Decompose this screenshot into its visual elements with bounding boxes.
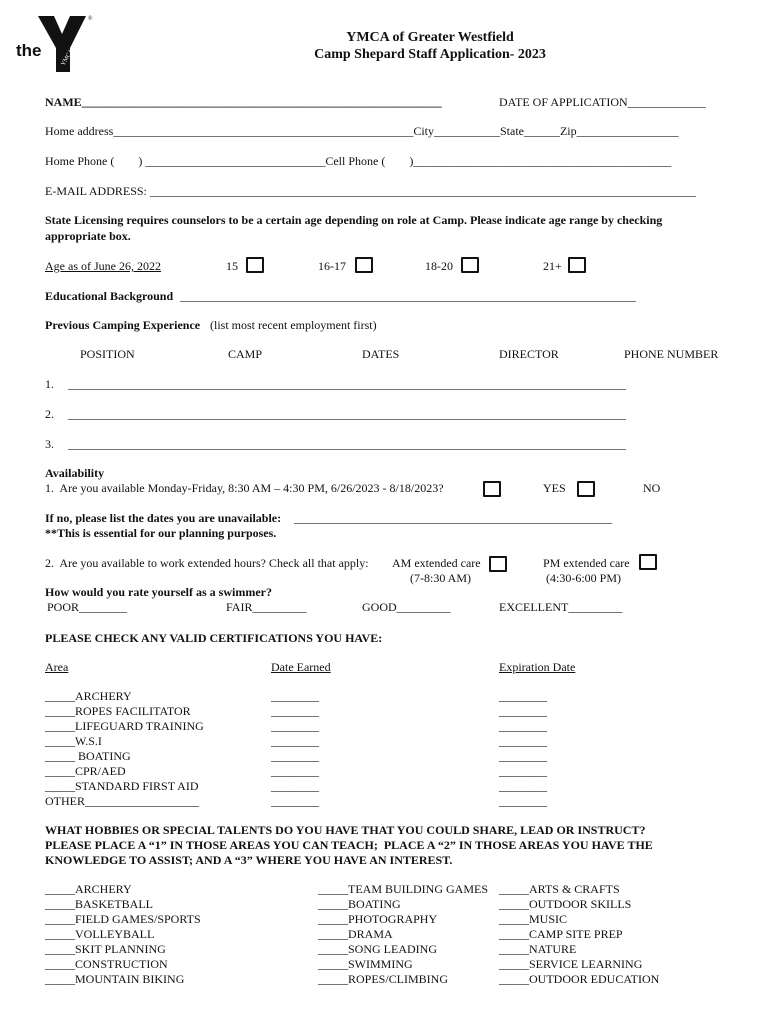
cert-cpr-aed[interactable]: _____CPR/AED <box>45 764 126 778</box>
age-option-16-17-label: 16-17 <box>318 259 346 273</box>
age-option-18-20-label: 18-20 <box>425 259 453 273</box>
expiration-date-field[interactable]: ________ <box>499 749 547 763</box>
unavailable-dates-field[interactable]: _____________________________________________________ <box>294 511 612 525</box>
age-15-checkbox[interactable] <box>246 257 264 273</box>
expiration-date-field[interactable]: ________ <box>499 719 547 733</box>
ymca-logo <box>14 12 94 76</box>
hobby-music[interactable]: _____MUSIC <box>499 912 568 926</box>
cert-boating[interactable]: _____ BOATING <box>45 749 131 763</box>
hobby-construction[interactable]: _____CONSTRUCTION <box>45 957 168 971</box>
date-earned-field[interactable]: ________ <box>271 689 319 703</box>
hobby-field-games[interactable]: _____FIELD GAMES/SPORTS <box>45 912 201 926</box>
pm-extended-care-label: PM extended care <box>543 556 630 570</box>
hobbies-text-2: PLEASE PLACE A “1” IN THOSE AREAS YOU CAN TEACH; PLACE A “2” IN THOSE AREAS YOU HAVE THE <box>45 838 653 852</box>
name-field[interactable]: NAME____________________________________________________________ <box>45 95 442 109</box>
hobby-photography[interactable]: _____PHOTOGRAPHY <box>318 912 438 926</box>
education-label: Educational Background <box>45 289 174 303</box>
swim-rating-fair[interactable]: FAIR_________ <box>226 600 307 614</box>
availability-title: Availability <box>45 466 105 480</box>
row-number-2: 2. <box>45 407 54 421</box>
row-number-1: 1. <box>45 377 54 391</box>
yes-checkbox[interactable] <box>577 481 595 497</box>
email-field[interactable]: E-MAIL ADDRESS: ___________________________________________________________________________________________ <box>45 184 696 198</box>
hobby-volleyball[interactable]: _____VOLLEYBALL <box>45 927 155 941</box>
hobby-basketball[interactable]: _____BASKETBALL <box>45 897 153 911</box>
logo-word: the <box>16 41 42 60</box>
education-field[interactable]: ____________________________________________________________________________ <box>180 289 636 303</box>
yes-label: YES <box>543 481 566 495</box>
hobby-arts-crafts[interactable]: _____ARTS & CRAFTS <box>499 882 620 896</box>
expiration-date-field[interactable]: ________ <box>499 779 547 793</box>
age-21-plus-checkbox[interactable] <box>568 257 586 273</box>
hobby-ropes-climbing[interactable]: _____ROPES/CLIMBING <box>318 972 449 986</box>
date-earned-field[interactable]: ________ <box>271 704 319 718</box>
col-phone-number: PHONE NUMBER <box>624 347 719 361</box>
date-of-application-field[interactable]: DATE OF APPLICATION_____________ <box>499 95 706 109</box>
am-extended-care-label: AM extended care <box>392 556 481 570</box>
ymca-logo-icon <box>14 12 94 76</box>
hobby-team-building[interactable]: _____TEAM BUILDING GAMES <box>318 882 488 896</box>
date-earned-field[interactable]: ________ <box>271 779 319 793</box>
cert-lifeguard-training[interactable]: _____LIFEGUARD TRAINING <box>45 719 204 733</box>
hobby-boating[interactable]: _____BOATING <box>318 897 401 911</box>
hobby-camp-site-prep[interactable]: _____CAMP SITE PREP <box>499 927 623 941</box>
hobbies-text-3: KNOWLEDGE TO ASSIST; AND A “3” WHERE YOU HAVE AN INTEREST. <box>45 853 453 867</box>
phone-fields[interactable]: Home Phone ( ) ______________________________Cell Phone ( )___________________________________________ <box>45 154 672 168</box>
hobby-service-learning[interactable]: _____SERVICE LEARNING <box>499 957 643 971</box>
licensing-text-1: State Licensing requires counselors to be a certain age depending on role at Camp. Please indicate age range by checking <box>45 213 663 227</box>
expiration-date-field[interactable]: ________ <box>499 764 547 778</box>
essential-note: **This is essential for our planning purposes. <box>45 526 277 540</box>
expiration-date-field[interactable]: ________ <box>499 794 547 808</box>
age-18-20-checkbox[interactable] <box>461 257 479 273</box>
expiration-date-field[interactable]: ________ <box>499 689 547 703</box>
hobby-outdoor-education[interactable]: _____OUTDOOR EDUCATION <box>499 972 660 986</box>
col-position: POSITION <box>80 347 135 361</box>
pm-extended-care-checkbox[interactable] <box>639 554 657 570</box>
date-earned-field[interactable]: ________ <box>271 734 319 748</box>
age-label: Age as of June 26, 2022 <box>45 259 161 273</box>
age-option-21-plus-label: 21+ <box>543 259 562 273</box>
date-earned-field[interactable]: ________ <box>271 794 319 808</box>
availability-q1-checkbox[interactable] <box>483 481 501 497</box>
cert-archery[interactable]: _____ARCHERY <box>45 689 132 703</box>
hobbies-text-1: WHAT HOBBIES OR SPECIAL TALENTS DO YOU HAVE THAT YOU COULD SHARE, LEAD OR INSTRUCT? <box>45 823 646 837</box>
swimmer-question: How would you rate yourself as a swimmer? <box>45 585 272 599</box>
am-extended-care-checkbox[interactable] <box>489 556 507 572</box>
home-address-field[interactable]: Home address__________________________________________________City___________State______Zip_________________ <box>45 124 679 138</box>
hobby-drama[interactable]: _____DRAMA <box>318 927 393 941</box>
col-camp: CAMP <box>228 347 263 361</box>
hobby-outdoor-skills[interactable]: _____OUTDOOR SKILLS <box>499 897 632 911</box>
logo-mark-text: YMCA <box>60 48 75 67</box>
experience-row-1[interactable]: _____________________________________________________________________________________________ <box>68 377 626 391</box>
experience-row-3[interactable]: _____________________________________________________________________________________________ <box>68 437 626 451</box>
date-earned-field[interactable]: ________ <box>271 719 319 733</box>
col-dates: DATES <box>362 347 400 361</box>
cert-header-expiration: Expiration Date <box>499 660 576 674</box>
cert-header-date-earned: Date Earned <box>271 660 331 674</box>
cert-standard-first-aid[interactable]: _____STANDARD FIRST AID <box>45 779 199 793</box>
extended-hours-question: 2. Are you available to work extended hours? Check all that apply: <box>45 556 369 570</box>
hobby-mountain-biking[interactable]: _____MOUNTAIN BIKING <box>45 972 185 986</box>
cert-header-area: Area <box>45 660 69 674</box>
expiration-date-field[interactable]: ________ <box>499 734 547 748</box>
hobby-archery[interactable]: _____ARCHERY <box>45 882 132 896</box>
camping-experience-note: (list most recent employment first) <box>207 318 377 332</box>
logo-reg-mark: ® <box>88 16 93 22</box>
availability-q1: 1. Are you available Monday-Friday, 8:30 AM – 4:30 PM, 6/26/2023 - 8/18/2023? <box>45 481 444 495</box>
hobby-swimming[interactable]: _____SWIMMING <box>318 957 413 971</box>
date-earned-field[interactable]: ________ <box>271 764 319 778</box>
am-extended-care-time: (7-8:30 AM) <box>410 571 471 585</box>
licensing-text-2: appropriate box. <box>45 229 131 243</box>
hobby-song-leading[interactable]: _____SONG LEADING <box>318 942 437 956</box>
no-label: NO <box>643 481 661 495</box>
cert-ropes-facilitator[interactable]: _____ROPES FACILITATOR <box>45 704 191 718</box>
title-application: Camp Shepard Staff Application- 2023 <box>314 47 546 62</box>
unavailable-dates-label: If no, please list the dates you are unavailable: <box>45 511 282 525</box>
cert-wsi[interactable]: _____W.S.I <box>45 734 102 748</box>
hobby-nature[interactable]: _____NATURE <box>499 942 577 956</box>
expiration-date-field[interactable]: ________ <box>499 704 547 718</box>
hobby-skit-planning[interactable]: _____SKIT PLANNING <box>45 942 166 956</box>
swim-rating-good[interactable]: GOOD_________ <box>362 600 451 614</box>
date-earned-field[interactable]: ________ <box>271 749 319 763</box>
swim-rating-poor[interactable]: POOR________ <box>47 600 128 614</box>
title-org: YMCA of Greater Westfield <box>346 30 514 45</box>
experience-row-2[interactable]: _____________________________________________________________________________________________ <box>68 407 626 421</box>
age-option-15-label: 15 <box>226 259 238 273</box>
col-director: DIRECTOR <box>499 347 559 361</box>
certifications-title: PLEASE CHECK ANY VALID CERTIFICATIONS YOU HAVE: <box>45 631 383 645</box>
swim-rating-excellent[interactable]: EXCELLENT_________ <box>499 600 623 614</box>
pm-extended-care-time: (4:30-6:00 PM) <box>546 571 621 585</box>
cert-other[interactable]: OTHER___________________ <box>45 794 199 808</box>
age-16-17-checkbox[interactable] <box>355 257 373 273</box>
camping-experience-label: Previous Camping Experience <box>45 318 201 332</box>
row-number-3: 3. <box>45 437 54 451</box>
